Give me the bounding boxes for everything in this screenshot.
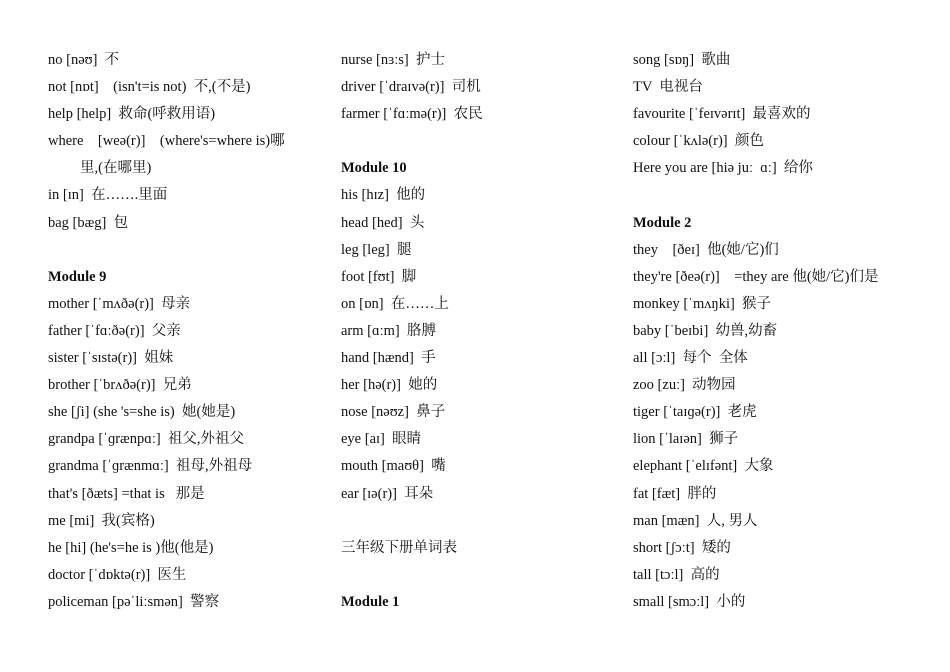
vocabulary-entry: TV 电视台 <box>633 79 703 96</box>
vocabulary-entry: elephant [ˈelɪfənt] 大象 <box>633 458 774 475</box>
vocabulary-entry: head [hed] 头 <box>341 214 425 231</box>
vocabulary-entry: ear [ɪə(r)] 耳朵 <box>341 485 434 502</box>
vocabulary-entry: grandpa [ˈɡrænpɑː] 祖父,外祖父 <box>48 431 245 448</box>
vocabulary-entry: favourite [ˈfeɪvərɪt] 最喜欢的 <box>633 106 811 123</box>
vocabulary-entry: bag [bæg] 包 <box>48 214 129 231</box>
vocabulary-entry: doctor [ˈdɒktə(r)] 医生 <box>48 566 187 583</box>
vocabulary-entry: 里,(在哪里) <box>80 160 152 177</box>
blank-line <box>341 562 641 589</box>
vocabulary-entry: where [weə(r)] (where's=where is)哪 <box>48 133 285 150</box>
vocabulary-entry: tiger [ˈtaɪɡə(r)] 老虎 <box>633 404 757 421</box>
vocabulary-entry: they [ðeɪ] 他(她/它)们 <box>633 241 779 258</box>
vocabulary-entry: mother [ˈmʌðə(r)] 母亲 <box>48 295 191 312</box>
vocabulary-entry: Here you are [hiə juː ɑː] 给你 <box>633 160 813 177</box>
vocabulary-entry: policeman [pəˈliːsmən] 警察 <box>48 593 220 610</box>
vocabulary-entry: leg [leg] 腿 <box>341 241 412 258</box>
vocabulary-entry: no [nəʊ] 不 <box>48 52 120 68</box>
vocabulary-entry: that's [ðæts] =that is 那是 <box>48 485 205 502</box>
module-heading: Module 9 <box>48 268 107 285</box>
vocabulary-entry: his [hɪz] 他的 <box>341 187 426 204</box>
blank-line <box>48 237 348 264</box>
vocabulary-entry: fat [fæt] 胖的 <box>633 485 717 502</box>
vocabulary-entry: baby [ˈbeɪbi] 幼兽,幼畜 <box>633 322 778 339</box>
vocabulary-entry: hand [hænd] 手 <box>341 350 436 367</box>
vocabulary-entry: on [ɒn] 在……上 <box>341 295 449 312</box>
vocabulary-entry: in [ɪn] 在…….里面 <box>48 187 168 204</box>
vocabulary-entry: farmer [ˈfɑːmə(r)] 农民 <box>341 106 483 123</box>
vocabulary-entry: nose [nəʊz] 鼻子 <box>341 404 446 421</box>
vocabulary-entry: short [ʃɔːt] 矮的 <box>633 539 731 556</box>
vocabulary-entry: man [mæn] 人, 男人 <box>633 512 758 529</box>
vocabulary-entry: they're [ðeə(r)] =they are 他(她/它)们是 <box>633 268 879 285</box>
vocabulary-column-3 <box>633 47 933 616</box>
vocabulary-entry: small [smɔːl] 小的 <box>633 593 746 610</box>
vocabulary-entry: her [hə(r)] 她的 <box>341 377 438 394</box>
vocabulary-entry: tall [tɔːl] 高的 <box>633 566 720 583</box>
vocabulary-entry: brother [ˈbrʌðə(r)] 兄弟 <box>48 377 192 394</box>
module-heading: Module 10 <box>341 160 407 177</box>
module-heading: Module 1 <box>341 593 400 610</box>
vocabulary-entry: father [ˈfɑːðə(r)] 父亲 <box>48 322 181 339</box>
vocabulary-entry: nurse [nɜːs] 护士 <box>341 52 445 68</box>
blank-line <box>341 128 641 155</box>
vocabulary-entry: colour [ˈkʌlə(r)] 颜色 <box>633 133 764 150</box>
vocabulary-entry: not [nɒt] (isn't=is not) 不,(不是) <box>48 79 251 96</box>
vocabulary-entry: help [help] 救命(呼救用语) <box>48 106 216 123</box>
vocabulary-entry: driver [ˈdraɪvə(r)] 司机 <box>341 79 481 96</box>
vocabulary-column-2 <box>341 47 641 616</box>
vocabulary-entry: me [mi] 我(宾格) <box>48 512 155 529</box>
vocabulary-entry: all [ɔːl] 每个 全体 <box>633 350 748 367</box>
blank-line <box>633 182 933 209</box>
vocabulary-entry: foot [fʊt] 脚 <box>341 268 417 285</box>
module-heading: Module 2 <box>633 214 692 231</box>
vocabulary-entry: eye [aɪ] 眼睛 <box>341 431 422 448</box>
vocabulary-entry: grandma [ˈɡrænmɑː] 祖母,外祖母 <box>48 458 253 475</box>
vocabulary-entry: she [ʃi] (she 's=she is) 她(她是) <box>48 404 236 421</box>
vocabulary-entry: sister [ˈsɪstə(r)] 姐妹 <box>48 350 174 367</box>
vocabulary-entry: zoo [zuː] 动物园 <box>633 377 736 394</box>
vocabulary-entry: he [hi] (he's=he is )他(他是) <box>48 539 214 556</box>
vocabulary-entry: song [sɒŋ] 歌曲 <box>633 52 731 68</box>
vocabulary-entry: 三年级下册单词表 <box>341 539 457 556</box>
vocabulary-entry: mouth [maʊθ] 嘴 <box>341 458 446 475</box>
vocabulary-entry: monkey [ˈmʌŋki] 猴子 <box>633 295 772 312</box>
vocabulary-entry: arm [ɑːm] 胳膊 <box>341 322 436 339</box>
vocabulary-column-1 <box>48 47 348 616</box>
blank-line <box>341 508 641 535</box>
vocabulary-entry: lion [ˈlaɪən] 狮子 <box>633 431 739 448</box>
